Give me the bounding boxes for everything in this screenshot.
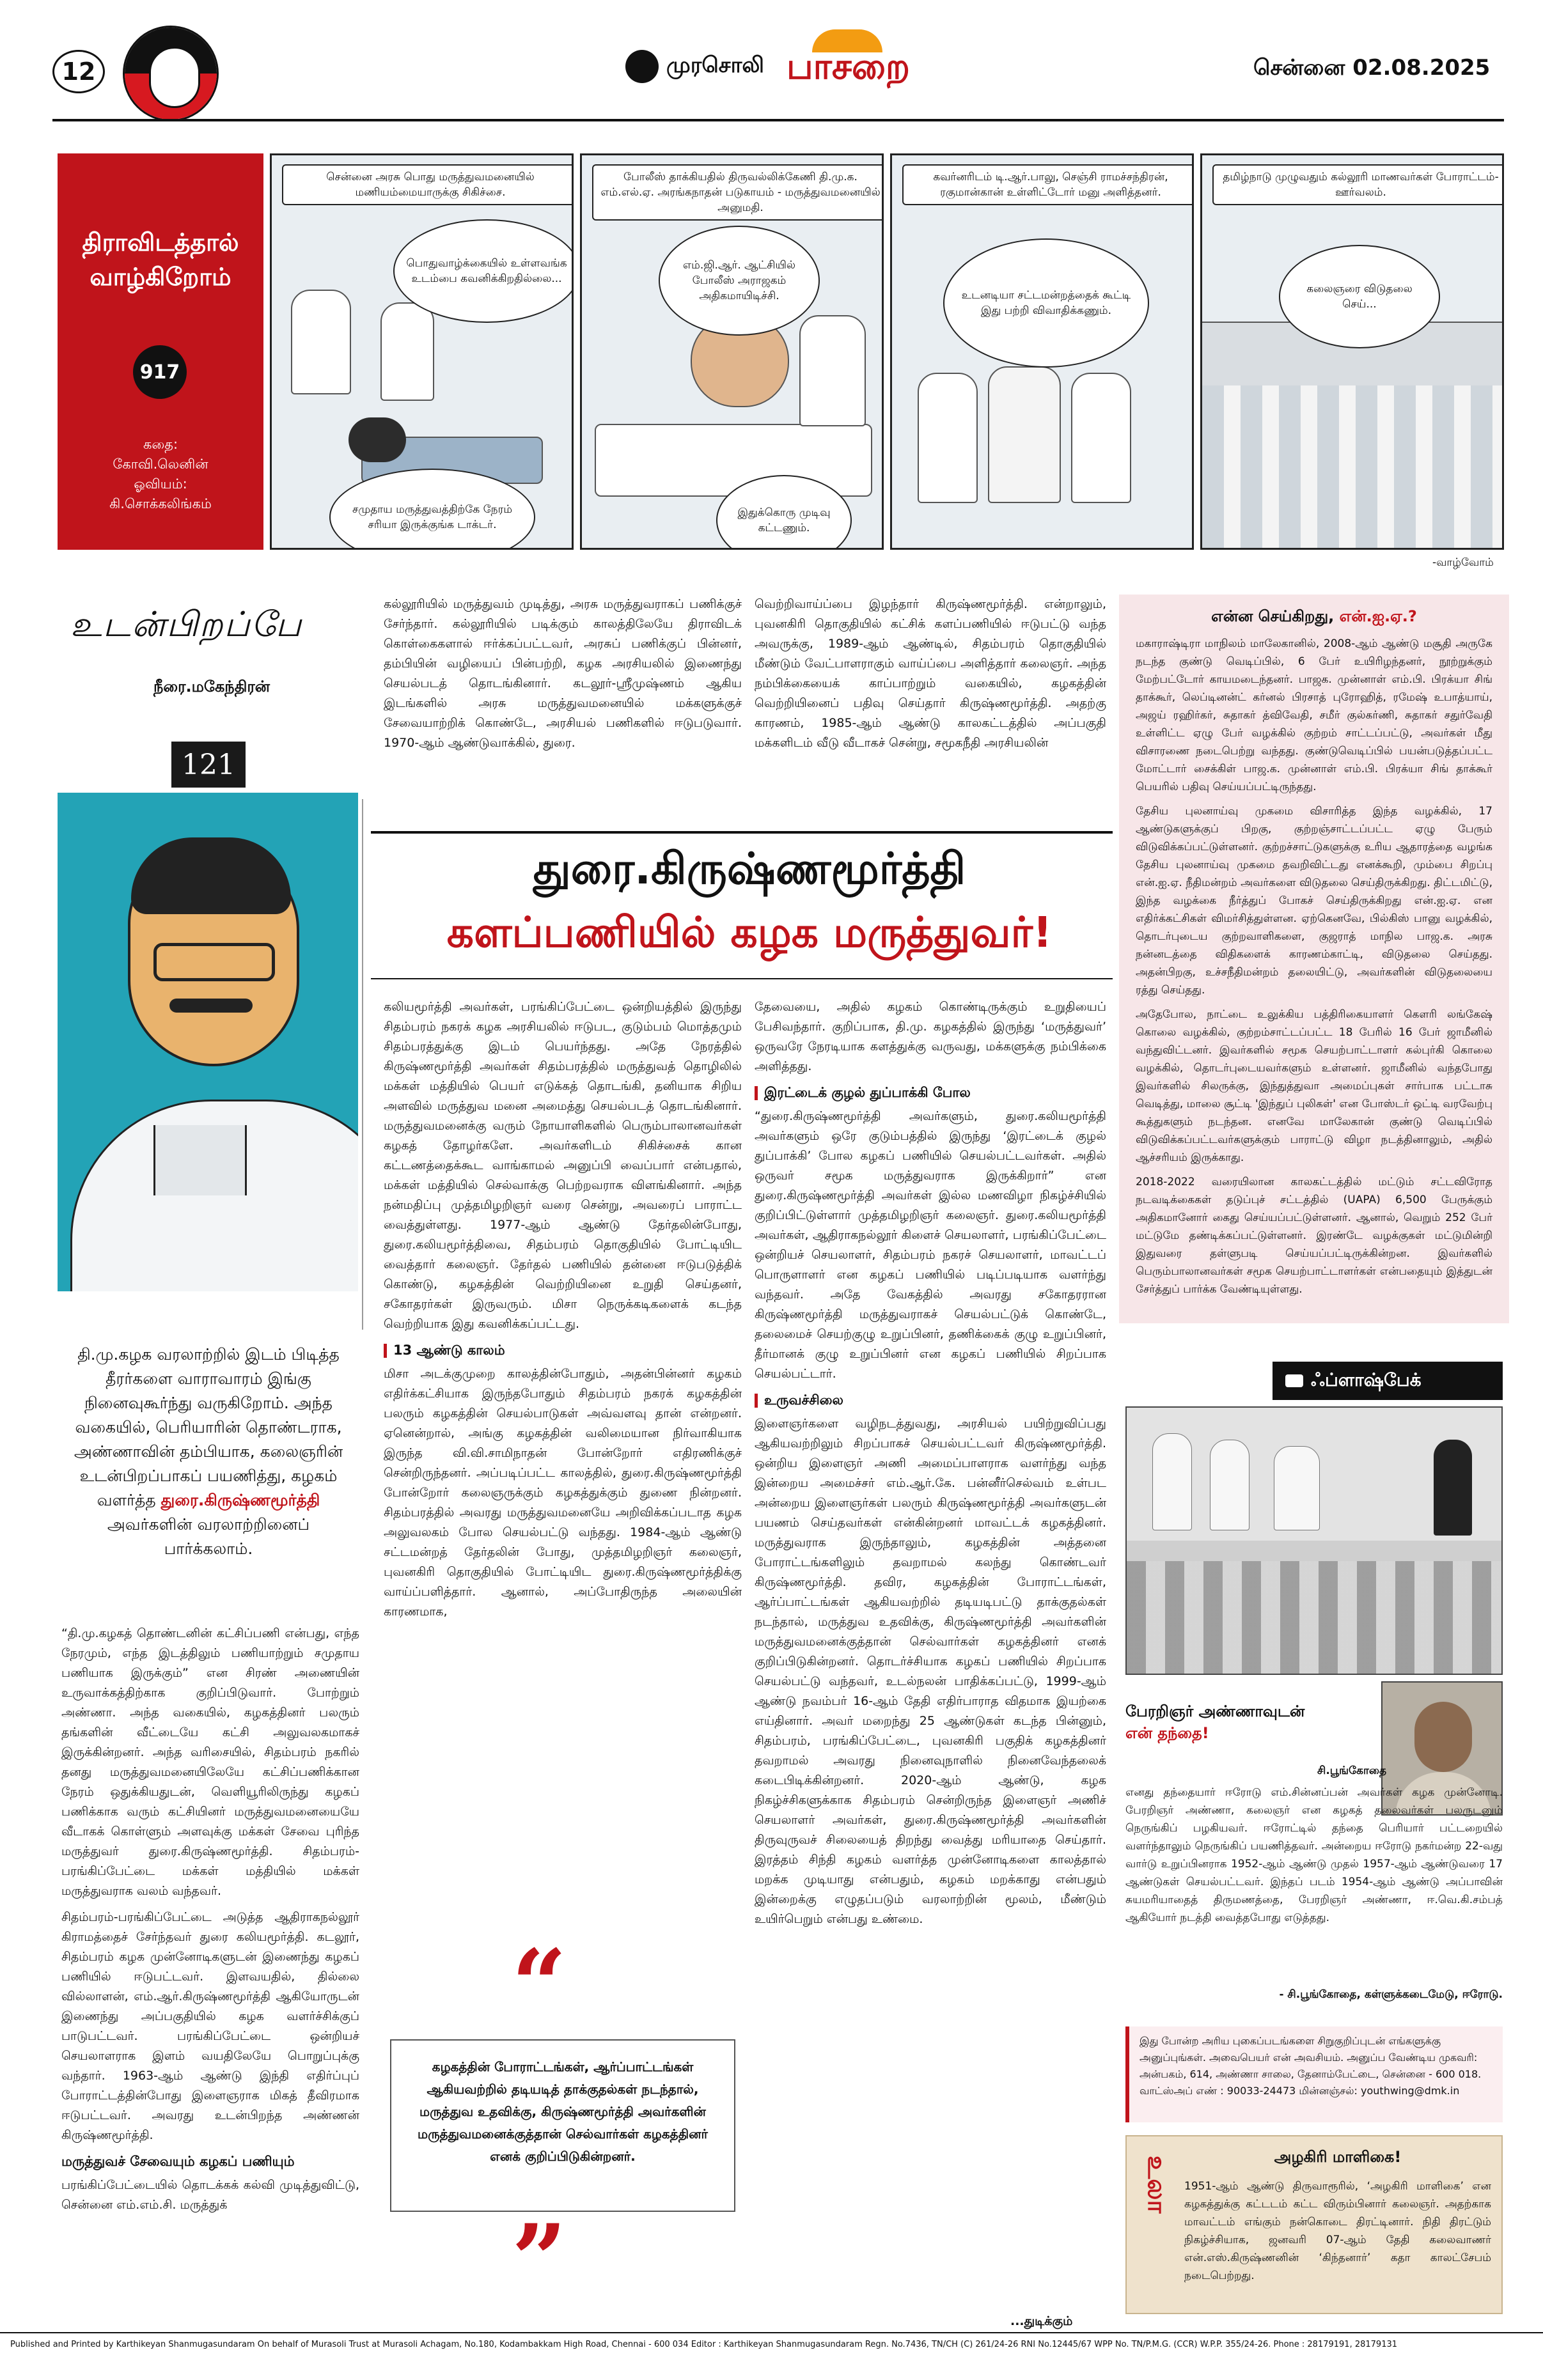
footer-imprint: Published and Printed by Karthikeyan Shanmugasundaram On behalf of Murasoli Trust at Murasoli Achagam, No.180, Kodambakkam High Road, Chennai - 600 034 Editor : Karthikeyan Shanmugasundaram Regn. No.7436, TN/CH (C) 261/24-26 RNI No.12445/67 WPP No. TN/P.M.G. (CCR) W.P.P. 355/24-26. Phone : 28179191, 28179131 [10,2340,1398,2349]
ula-body: 1951-ஆம் ஆண்டு திருவாரூரில், ‘அழகிரி மாளிகை’ என கழகத்துக்கு கட்டடம் கட்ட விரும்பினார் கலைஞர். அதற்காக மாவட்டம் எங்கும் நன்கொடை திரட்டினார். நிதி திரட்டும் நிகழ்ச்சியாக, ஜனவரி 07-ஆம் தேதி கலைவாணர் என்.எஸ்.கிருஷ்ணனின் ‘கிந்தனார்’ கதா காலட்சேபம் நடைபெற்றது. [1184,2180,1491,2282]
comic-panel-4 [1200,153,1504,550]
article-col-2-top: கல்லூரியில் மருத்துவம் முடித்து, அரசு மருத்துவராகப் பணிக்குச் சேர்ந்தார். கல்லூரியில் படிக்கும் காலத்திலேயே திராவிடக் கொள்கைகளால் ஈர்க்கப்பட்டவர், அரசுப் பணிக்குப் பின்னர், தம்பியின் வழியைப் பின்பற்றி, கழக அரசியலில் இணைந்து செயல்படத் தொடங்கினார். கடலூர்-ஸ்ரீமுஷ்ணம் ஆகிய இடங்களில் அரசு மருத்துவமனையில் மக்களுக்குச் சேவையாற்றிக் கொண்டே, அரசியல் பணிகளில் ஈடுபடுவார். 1970-ஆம் ஆண்டுவாக்கில், துரை. [384,597,742,750]
panel-3-speech: உடனடியா சட்டமன்றத்தைக் கூட்டி இது பற்றி விவாதிக்கணும். [943,238,1149,368]
panel-2-speech-bottom: இதுக்கொரு முடிவு கட்டணும். [716,475,852,550]
ula-title: அழகிரி மாளிகை! [1274,2148,1402,2166]
art-author: கி.சொக்கலிங்கம் [109,496,212,511]
headline-line-1: துரை.கிருஷ்ணமூர்த்தி [533,844,966,894]
city-date: சென்னை 02.08.2025 [1253,55,1491,81]
comic-title-block [58,153,263,550]
panel-3-caption: கவர்னரிடம் டி.ஆர்.பாலு, செஞ்சி ராமச்சந்திரன், ரகுமான்கான் உள்ளிட்டோர் மனு அளித்தனர். [902,164,1194,205]
article-col-2 [384,997,742,1899]
col1-paragraph-1: “தி.மு.கழகத் தொண்டனின் கட்சிப்பணி என்பது, எந்த நேரமும், எந்த இடத்திலும் பணியாற்றும் சமுதாய பணியாக இருக்கும்” என சிரண் அணையின் உருவாக்கத்திற்காக குறிப்பிடுவார். போற்றும் அண்ணா. அந்த வகையில், கழகத்தினர் பலரும் தங்களின் வீட்டையே கட்சி அலுவலகமாகச் இருக்கின்றனர். அந்த வரிசையில், சிதம்பரம் நகரில் தனது மருத்துவமனையிலேயே கட்சிப்பணிக்கான நேரம் ஒதுக்கியதுடன், வெளியூரிலிருந்து கழகப் பணிக்காக வரும் கட்சியினர் மருத்துவமனையையே வீடாகக் கொள்ளும் அளவுக்கு மக்கள் சேவை புரிந்த மருத்துவர் துரை.கிருஷ்ணமூர்த்தி. சிதம்பரம்-பரங்கிப்பேட்டை மக்கள் மத்தியில் மக்கள் மருத்துவராக வலம் வந்தவர். [61,1626,359,1898]
portrait-name: சி.பூங்கோதை [1317,1764,1387,1777]
headline-line-2: களப்பணியில் கழக மருத்துவர்! [446,908,1053,957]
camera-icon [1285,1374,1303,1387]
pull-quote [384,1929,742,2316]
panel-2-caption: போலீஸ் தாக்கியதில் திருவல்லிக்கேணி தி.மு.க. எம்.எல்.ஏ. அரங்கநாதன் படுகாயம் - மருத்துவமனையில் அனுமதி. [592,164,884,221]
col3-subheading-2: உருவச்சிலை [755,1390,1106,1410]
series-number: 121 [182,748,235,781]
nia-box [1119,595,1509,1323]
article-col-3 [755,997,1106,2314]
panel-2-speech-top: எம்.ஜி.ஆர். ஆட்சியில் போலீஸ் அராஜகம் அதிகமாயிடிச்சி. [659,226,820,336]
pull-quote-text: கழகத்தின் போராட்டங்கள், ஆர்ப்பாட்டங்கள் ஆகியவற்றில் தடியடித் தாக்குதல்கள் நடந்தால், மருத்துவ உதவிக்கு, கிருஷ்ணமூர்த்தி அவர்களின் மருத்துவமனைக்குத்தான் செல்வார்கள் கழகத்தினர் எனக் குறிப்பிடுகின்றனர். [418,2059,708,2164]
flashback-photo [1125,1406,1503,1675]
col3-paragraph-3: இளைஞர்களை வழிநடத்துவது, அரசியல் பயிற்றுவிப்பது ஆகியவற்றிலும் சிறப்பாகச் செயல்பட்டவர் கிருஷ்ணமூர்த்தி. ஒன்றிய இளைஞர் அணி அமைப்பாளராக வளர்ந்து வந்த இன்றைய அமைச்சர் எம்.ஆர்.கே. பன்னீர்செல்வம் உள்பட அன்றைய இளைஞர்கள் பலரும் கிருஷ்ணமூர்த்தி அவர்களுடன் பயணம் செய்தவர்கள் என்கின்றனர் மாவட்டக் கழகத்தினர். மருத்துவராக இருந்தாலும், கழகத்தின் அத்தனை போராட்டங்களிலும் தவறாமல் கலந்து கொண்டவர் கிருஷ்ணமூர்த்தி. தவிர, கழகத்தின் போராட்டங்கள், ஆர்ப்பாட்டங்கள் ஆகியவற்றில் தடியடிபட்டு தாக்குதல்கள் நடந்தால், மருத்துவ உதவிக்கு, கிருஷ்ணமூர்த்தி அவர்களின் மருத்துவமனைக்குத்தான் செல்வார்கள் கழகத்தினர் எனக் குறிப்பிடுகின்றனர். தொடர்ச்சியாக கழகப் பணியில் சிறப்பாக செயல்பட்டு வந்தவர், உடல்நலன் பாதிக்கப்பட்டு, 1999-ஆம் ஆண்டு நவம்பர் 16-ஆம் தேதி எதிர்பாராத விதமாக இயற்கை எய்தினார். அவர் மறைந்து 25 ஆண்டுகள் கடந்த பின்னும், சிதம்பரம், பரங்கிப்பேட்டை, புவனகிரி பகுதிக் கழகத்தினர் தவறாமல் அவரது நினைவுநாளில் நினைவேந்தலைக் கடைபிடிக்கின்றனர். 2020-ஆம் ஆண்டு, கழக நிகழ்ச்சிகளுக்காக சிதம்பரம் சென்றிருந்த இளைஞர் அணிச் செயலாளர் அவர்கள், துரை.கிருஷ்ணமூர்த்தி அவர்களின் திருவுருவச் சிலையைத் திறந்து வைத்து மரியாதை செய்தார். இரத்தம் சிந்தி கழகம் வளர்த்த முன்னோடிகளை காலத்தால் மறக்க முடியாது என்பதும், கழகம் மறக்காது என்பதும் இன்றைக்கு எழுதப்படும் வரலாற்றின் மூலம், மீண்டும் உயிர்பெறும் என்பது உண்மை. [755,1417,1106,1926]
art-label: ஓவியம்: [134,476,187,492]
comic-panel-1 [270,153,574,550]
nia-paragraph-1: மகாராஷ்டிரா மாநிலம் மாலேகானில், 2008-ஆம் ஆண்டு மசூதி அருகே நடந்த குண்டு வெடிப்பில், 6 பேர் உயிரிழந்தனர், நூற்றுக்கும் மேற்பட்டோர் காயமடைந்தனர். பாஜக. முன்னாள் எம்.பி. பிரக்யா சிங் தாக்கூர், லெப்டினன்ட் கர்னல் பிரசாத் புரோஹித், ரமேஷ் உபாத்யாய், அஜய் ரஹிர்கர், சுதாகர் த்விவேதி, சமீர் குல்கர்ணி, சுதாகர் சதுர்வேதி உள்ளிட்ட ஏழு பேர் வழக்கில் குற்றம் சாட்டப்பட்டு, அவர்கள் மீது விசாரணை நடைபெற்று வந்தது. குண்டுவெடிப்பில் பயன்படுத்தப்பட்ட மோட்டார் சைக்கிள் பாஜ.க. முன்னாள் எம்.பி. பிரக்யா சிங் தாக்கூர் பெயரில் பதிவு செய்யப்பட்டிருந்தது. [1136,637,1492,793]
flashback-body: எனது தந்தையார் ஈரோடு எம்.சின்னப்பன் அவர்கள் கழக முன்னோடி. பேரறிஞர் அண்ணா, கலைஞர் என கழகத் தலைவர்கள் பலருடனும் நெருங்கிப் பழகியவர். ஈரோட்டில் தந்தை பெரியார் பட்டறையில் வளர்ந்தாலும் நெருங்கிப் பயணித்தவர். அன்றைய ஈரோடு நகர்மன்ற 22-வது வார்டு உறுப்பினராக 1952-ஆம் ஆண்டு முதல் 1957-ஆம் ஆண்டுவரை 17 ஆண்டுகள் செயல்பட்டவர். இந்தப் படம் 1954-ஆம் ஆண்டு அப்பாவின் சுயமரியாதைத் திருமணத்தை, பேரறிஞர் அண்ணா, ஈ.வெ.கி.சம்பத் ஆகியோர் நடத்தி வைத்தபோது எடுத்தது. [1125,1786,1503,1924]
col1-paragraph-3: பரங்கிப்பேட்டையில் தொடக்கக் கல்வி முடித்துவிட்டு, சென்னை எம்.எம்.சி. மருத்துக் [61,2178,359,2212]
panel-1-speech-bottom: சமுதாய மருத்துவத்திற்கே நேரம் சரியா இருக்குங்க டாக்டர். [329,469,535,550]
masthead [614,38,1074,96]
page-number-badge [52,50,105,93]
flashback-title: ஃப்ளாஷ்பேக் [1311,1369,1422,1390]
continued-marker: ...துடிக்கும் [1010,2314,1073,2328]
col1-paragraph-2: சிதம்பரம்-பரங்கிப்பேட்டை அடுத்த ஆதிராகநல்லூர் கிராமத்தைச் சேர்ந்தவர் துரை கலியமூர்த்தி. கடலூர், சிதம்பரம் கழக முன்னோடிகளுடன் இணைந்து கழகப் பணியில் ஈடுபட்டவர். இளவயதில், தில்லை வில்லாளன், எம்.ஆர்.கிருஷ்ணமூர்த்தி ஆகியோருடன் இணைந்து அப்பகுதியில் கழக வளர்ச்சிக்குப் பாடுபட்டவர். பரங்கிப்பேட்டை ஒன்றியச் செயலாளராக இளம் வயதிலேயே பொறுப்புக்கு வந்தார். 1963-ஆம் ஆண்டு இந்தி எதிர்ப்புப் போராட்டத்தின்போது இளைஞராக மிகத் தீவிரமாக ஈடுபட்டவர். அவரது உடன்பிறந்த அண்ணன் கிருஷ்ணமூர்த்தி. [61,1910,359,2142]
col3-subheading-1: இரட்டைக் குழல் துப்பாக்கி போல [755,1083,1106,1103]
col2-subheading: 13 ஆண்டு காலம் [384,1341,742,1360]
story-author: கோவி.லெனின் [113,456,208,472]
article-col-1 [61,1624,359,2301]
flashback-sign-off: - சி.பூங்கோதை, கள்ளுக்கடைமேடு, ஈரோடு. [1279,1988,1503,2001]
submission-invite: இது போன்ற அரிய புகைப்படங்களை சிறுகுறிப்புடன் எங்களுக்கு அனுப்புங்கள். அவைபெயர் என் அவசியம். அனுப்ப வேண்டிய முகவரி: அன்பகம், 614, அண்ணா சாலை, தேனாம்பேட்டை, சென்னை - 600 018. வாட்ஸ்அப் எண் : 90033-24473 மின்னஞ்சல்: youthwing@dmk.in [1125,2026,1503,2122]
col2-paragraph-2: மிசா அடக்குமுறை காலத்தின்போதும், அதன்பின்னர் கழகம் எதிர்க்கட்சியாக இருந்தபோதும் சிதம்பரம் நகரக் கழகத்தின் பலரும் கழகத்தின் செயல்பாடுகள் அவ்வளவு தான் என்றனர். ஏனென்றால், அங்கு கழகத்தின் வலிமையான நிர்வாகியாக இருந்த வி.வி.சாமிநாதன் போன்றோர் எதிரணிக்குச் சென்றிருந்தனர். அப்படிப்பட்ட காலத்தில், துரை.கிருஷ்ணமூர்த்தி போன்றோர் கலைஞருக்கும் கழகத்துக்கும் துணை நின்றனர். சிதம்பரத்தில் அவரது மருத்துவமனையே அறிவிக்கப்படாத கழக அலுவலகம் போல செயல்பட்டு வந்தது. 1984-ஆம் ஆண்டு சட்டமன்றத் தேர்தலின் போது, முத்தமிழறிஞர் கலைஞர், புவனகிரி தொகுதியில் போட்டியிட துரை.கிருஷ்ணமூர்த்திக்கு வாய்ப்பளித்தார். ஆனால், அப்போதிருந்த அலையின் காரணமாக, [384,1367,742,1619]
comic-continues: -வாழ்வோம் [1432,556,1494,569]
story-label: கதை: [143,437,178,452]
portrait-illustration [58,793,358,1291]
nia-paragraph-3: அதேபோல, நாட்டை உலுக்கிய பத்திரிகையாளர் கௌரி லங்கேஷ் கொலை வழக்கில், குற்றம்சாட்டப்பட்ட 18 பேரில் 16 பேர் ஜாமீனில் வந்துவிட்டனர். இவர்களில் சமூக செயற்பாட்டாளர் கல்புர்கி கொலை வழக்கில், தொடர்புடையவர்களும் உள்ளனர். ஜாமீனில் வந்தபோது இவர்களில் சிலருக்கு, இந்துத்துவா அமைப்புகள் சார்பாக பட்டாசு வெடித்து, மாலை சூட்டி 'இந்துப் புலிகள்' என போஸ்டர் ஒட்டி வரவேற்பு கூத்துகளும் நடந்தன. எனவே மாலேகான் குண்டு வெடிப்பில் விடுவிக்கப்பட்டவர்களுக்கும் பாராட்டு விழா நடத்தினாலும், அதில் ஆச்சரியம் இருக்காது. [1136,1008,1492,1164]
flashback-header [1273,1362,1503,1400]
nia-paragraph-4: 2018-2022 வரையிலான காலகட்டத்தில் மட்டும் சட்டவிரோத நடவடிக்கைகள் தடுப்புச் சட்டத்தில் (UAPA) 6,500 பேருக்கும் அதிகமானோர் கைது செய்யப்பட்டுள்ளனர். ஆனால், வெறும் 252 பேர் மட்டுமே தண்டிக்கப்பட்டுள்ளனர். இரண்டே வழக்குகள் மட்டுமின்றி இதுவரை தள்ளுபடி செய்யப்பட்டிருக்கின்றன. இவர்களில் பெரும்பாலானவர்கள் சமூக செயற்பாட்டாளர்கள் என்பதையும் இத்துடன் சேர்த்துப் பார்க்க வேண்டியுள்ளது. [1136,1176,1492,1296]
ula-box [1125,2135,1503,2314]
panel-1-speech-top: பொதுவாழ்க்கையில் உள்ளவங்க உடம்பை கவனிக்கிறதில்லை... [393,219,574,323]
brand-pasarai: பாசறை [787,46,911,88]
open-quote-icon: “ [512,1929,567,2041]
nia-title: என்ன செய்கிறது, என்.ஐ.ஏ.? [1211,607,1417,625]
dmk-logo [123,26,219,121]
brand-murasoli: முரசொலி [666,52,764,78]
panel-4-caption: தமிழ்நாடு முழுவதும் கல்லூரி மாணவர்கள் போராட்டம்-ஊர்வலம். [1212,164,1504,205]
flashback-caption: பேரறிஞர் அண்ணாவுடன் என் தந்தை! [1125,1702,1305,1742]
comic-panel-3 [890,153,1194,550]
col3-paragraph-1: தேவையை, அதில் கழகம் கொண்டிருக்கும் உறுதியைப் பேசிவந்தார். குறிப்பாக, தி.மு. கழகத்தில் இருந்து ‘மருத்துவர்’ ஒருவரே நேரடியாக களத்துக்கு வருவது, மக்களுக்கு நம்பிக்கை அளித்தது. [755,1000,1106,1073]
lion-emblem-icon [625,50,659,83]
nia-paragraph-2: தேசிய புலனாய்வு முகமை விசாரித்த இந்த வழக்கில், 17 ஆண்டுகளுக்குப் பிறகு, குற்றஞ்சாட்டப்பட்ட ஏழு பேரும் விடுவிக்கப்பட்டுள்ளனர். குற்றச்சாட்டுகளுக்கு உரிய ஆதாரத்தை வழங்க தேசிய புலனாய்வு முகமை தவறிவிட்டது எனக்கூறி, மும்பை சிறப்பு என்.ஐ.ஏ. நீதிமன்றம் அவர்களை விடுதலை செய்திருக்கிறது. திட்டமிட்டு, இந்த வழக்கை நீர்த்துப் போகச் செய்திருக்கிறது என்.ஐ.ஏ. என எதிர்க்கட்சிகள் விமர்சித்துள்ளன. ஏற்கெனவே, பில்கிஸ் பானு வழக்கில், தொடர்புடைய குற்றவாளிகளை, குஜராத் மாநில பாஜ.க. அரசு நன்னடத்தை விதிகளைக் காரணம்காட்டி, விடுதலை செய்தது. அதன்பிறகு, உச்சநீதிமன்றம் தலையிட்டு, அவர்களின் விடுதலையை ரத்து செய்தது. [1136,805,1492,997]
intro-highlight: துரை.கிருஷ்ணமூர்த்தி [161,1491,320,1509]
article-col-3-top: வெற்றிவாய்ப்பை இழந்தார் கிருஷ்ணமூர்த்தி. என்றாலும், புவனகிரி தொகுதியில் கட்சிக் களப்பணியில் ஈடுபட்டு வந்த அவருக்கு, 1989-ஆம் ஆண்டில், சிதம்பரம் தொகுதியில் மீண்டும் வேட்பாளராகும் வாய்ப்பை அளித்தார் கலைஞர். அந்த நம்பிக்கையைக் காப்பாற்றும் வகையில், கழகத்தின் வெற்றியினைப் பதிவு செய்தார் கிருஷ்ணமூர்த்தி. அதற்கு காரணம், 1985-ஆம் ஆண்டு காலகட்டத்தில் அப்பகுதி மக்களிடம் வீடு வீடாகச் சென்று, சமூகநீதி அரசியலின் [755,597,1106,750]
panel-1-caption: சென்னை அரசு பொது மருத்துவமனையில் மணியம்மையாருக்கு சிகிச்சை. [282,164,574,205]
ula-side-label: உலா [1142,2156,1171,2214]
page-number: 12 [61,58,96,86]
episode-badge [133,345,187,399]
article-intro: தி.மு.கழக வரலாற்றில் இடம் பிடித்த தீரர்களை வாராவாரம் இங்கு நினைவுகூர்ந்து வருகிறோம். அந்த வகையில், பெரியாரின் தொண்டராக, அண்ணாவின் தம்பியாக, கலைஞரின் உடன்பிறப்பாகப் பயணித்து, கழகம் வளர்த்த துரை.கிருஷ்ணமூர்த்தி அவர்களின் வரலாற்றினைப் பார்க்கலாம். [74,1345,343,1558]
col2-paragraph-1: கலியமூர்த்தி அவர்கள், பரங்கிப்பேட்டை ஒன்றியத்தில் இருந்து சிதம்பரம் நகரக் கழக அரசியலில் ஈடுபட, குடும்பம் மொத்தமும் சிதம்பரத்துக்கு இடம் பெயர்ந்தது. அதே நேரத்தில் கிருஷ்ணமூர்த்தி அவர்கள் சிதம்பரத்தில் மருத்துவத் தொழிலில் மக்கள் மத்தியில் பெயர் எடுக்கத் தொடங்கி, தனியாக சிறிய அளவில் மருத்துவ மனை அமைத்து செயல்படத் தொடங்கினார். மருத்துவமனைக்கு வரும் நோயாளிகளில் பெரும்பாலானவர்கள் கழகத் தோழர்களே. அவர்களிடம் சிகிச்சைக் கான கட்டணத்தைக்கூட வாங்காமல் அனுப்பி வைப்பார் என்பதால், மக்கள் மத்தியில் செல்வாக்கு பெற்றவராக விளங்கினார். அந்த நன்மதிப்பு முத்தமிழறிஞர் வரை சென்று, அவரைப் பாராட்ட வைத்துள்ளது. 1977-ஆம் ஆண்டு தேர்தலின்போது, துரை.கலியமூர்த்திவை, சிதம்பரம் தொகுதியில் போட்டியிட வைத்தார் கலைஞர். தேர்தல் பணியில் தன்னை ஈடுபடுத்திக் கொண்டு, கழகத்தின் வெற்றியினை உறுதி செய்தனர், சகோதரர்கள் இருவரும். மிசா நெருக்கடிகளைக் கடந்த வெற்றியாக இது கவனிக்கப்பட்டது. [384,1000,742,1331]
column-script-title: உடன்பிறப்பே [70,604,303,644]
series-number-badge [171,742,246,788]
col1-subheading: மருத்துவச் சேவையும் கழகப் பணியும் [61,2154,295,2169]
close-quote-icon: ” [512,2204,567,2316]
episode-number: 917 [139,361,180,384]
panel-4-speech: கலைஞரை விடுதலை செய்... [1279,245,1440,348]
comic-series-title: திராவிடத்தால் வாழ்கிறோம் [82,228,239,291]
col3-paragraph-2: “துரை.கிருஷ்ணமூர்த்தி அவர்களும், துரை.கலியமூர்த்தி அவர்களும் ஒரே குடும்பத்தில் இருந்து ‘இரட்டைக் குழல் துப்பாக்கி’ போல கழகப் பணியில் செயல்பட்டவர்கள். அதில் ஒருவர் சமூக மருத்துவராக இருக்கிறார்” என துரை.கிருஷ்ணமூர்த்தி அவர்கள் இல்ல மணவிழா நிகழ்ச்சியில் குறிப்பிட்டுள்ளார் முத்தமிழறிஞர் கலைஞர். துரை.கலியமூர்த்தி அவர்கள், ஆதிராகநல்லூர் கிளைச் செயலாளர், பரங்கிப்பேட்டை ஒன்றியச் செயலாளர், சிதம்பரம் நகரச் செயலாளர், மாவட்டப் பொருளாளர் என கழகப் பணியில் படிப்படியாக வளர்ந்து வந்தவர். அதே வேகத்தில் அவரது சகோதரரான கிருஷ்ணமூர்த்தி மருத்துவராகச் செயல்பட்டுக் கொண்டே, தலைமைச் செயற்குழு உறுப்பினர், தணிக்கைக் குழு உறுப்பினர், தீர்மானக் குழு உறுப்பினர் என கழகப் பணியில் சிறப்பாக செயல்பட்டார். [755,1109,1106,1381]
comic-panel-2 [580,153,884,550]
column-author: நீரை.மகேந்திரன் [153,678,270,696]
